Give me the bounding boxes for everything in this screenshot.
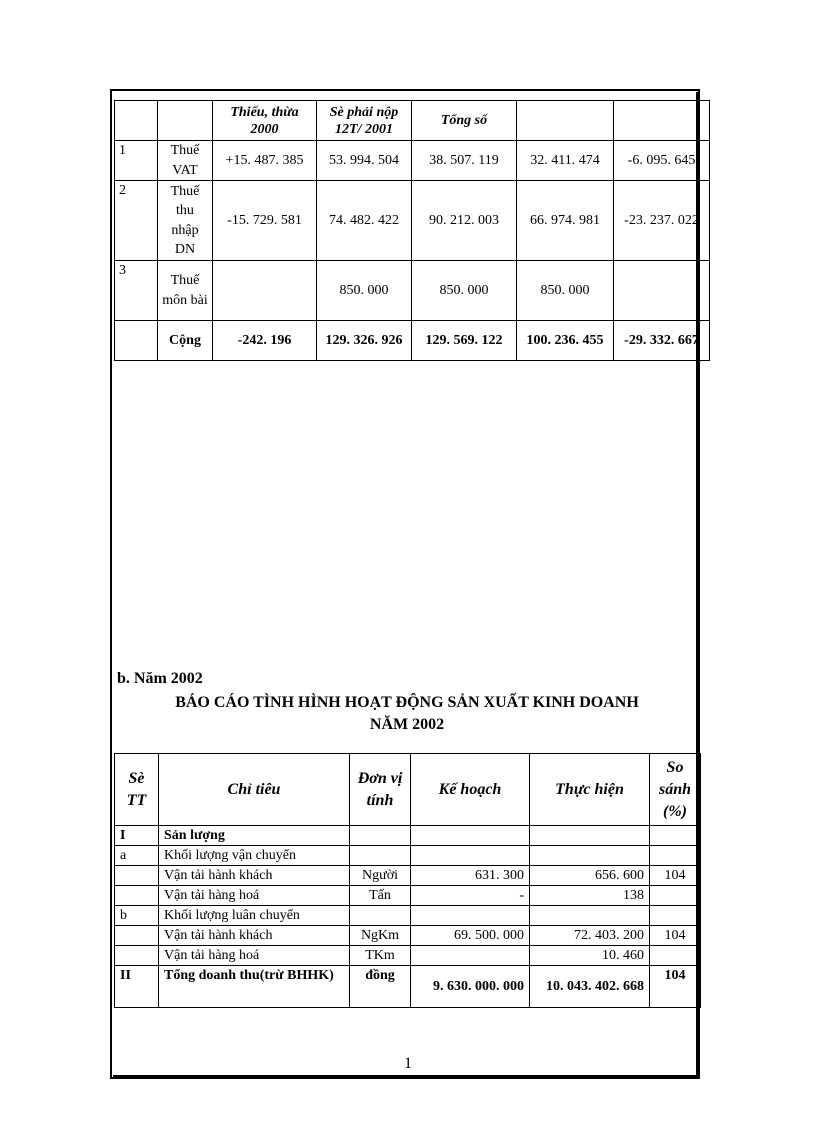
cell-value: -6. 095. 645	[614, 141, 710, 181]
cell-name: Vận tải hành khách	[159, 866, 350, 886]
cell-actual	[530, 906, 650, 926]
cell-value: 32. 411. 474	[517, 141, 614, 181]
cell-plan: 9. 630. 000. 000	[411, 966, 530, 1008]
cell-pct	[650, 946, 701, 966]
cell-name: Tổng doanh thu(trừ BHHK)	[159, 966, 350, 1008]
cell-pct	[650, 906, 701, 926]
table-row	[115, 846, 701, 866]
cell-stt: I	[115, 826, 159, 846]
cell-name: Khối lượng luân chuyển	[159, 906, 350, 926]
cell-value	[614, 261, 710, 321]
cell-stt	[115, 866, 159, 886]
header-cell: So sánh (%)	[650, 754, 701, 826]
cell-value: 100. 236. 455	[517, 321, 614, 361]
cell-actual: 138	[530, 886, 650, 906]
cell-name: Vận tải hành khách	[159, 926, 350, 946]
cell-value: 850. 000	[412, 261, 517, 321]
report-table-header	[115, 754, 701, 826]
cell-plan: -	[411, 886, 530, 906]
cell-value: 850. 000	[517, 261, 614, 321]
header-cell: Sè TT	[115, 754, 159, 826]
total-row	[115, 966, 701, 1008]
table-row	[115, 261, 710, 321]
cell-unit: đồng	[350, 966, 411, 1008]
cell-value: 74. 482. 422	[317, 181, 412, 261]
header-cell: Sè phải nộp 12T/ 2001	[317, 101, 412, 141]
cell-pct: 104	[650, 866, 701, 886]
cell-name: Vận tải hàng hoá	[159, 946, 350, 966]
table-row	[115, 906, 701, 926]
cell-unit: Tấn	[350, 886, 411, 906]
cell-unit	[350, 826, 411, 846]
cell-plan	[411, 946, 530, 966]
cell-unit	[350, 846, 411, 866]
cell-name: Sản lượng	[159, 826, 350, 846]
cell-value: 53. 994. 504	[317, 141, 412, 181]
cell-value: -15. 729. 581	[213, 181, 317, 261]
table-row	[115, 886, 701, 906]
cell-stt: b	[115, 906, 159, 926]
cell-actual: 72. 403. 200	[530, 926, 650, 946]
cell-plan	[411, 906, 530, 926]
cell-value: 66. 974. 981	[517, 181, 614, 261]
cell-pct	[650, 826, 701, 846]
business-report-table	[114, 753, 701, 1008]
tax-table	[114, 100, 710, 361]
table-row	[115, 946, 701, 966]
header-cell: Chỉ tiêu	[159, 754, 350, 826]
table-row	[115, 181, 710, 261]
header-cell	[115, 101, 158, 141]
cell-actual: 10. 043. 402. 668	[530, 966, 650, 1008]
header-cell: Thiếu, thừa 2000	[213, 101, 317, 141]
cell-actual	[530, 846, 650, 866]
cell-plan: 69. 500. 000	[411, 926, 530, 946]
table-row	[115, 866, 701, 886]
cell-stt: 2	[115, 181, 158, 261]
tax-table-header	[115, 101, 710, 141]
cell-value: -29. 332. 667	[614, 321, 710, 361]
total-row	[115, 321, 710, 361]
header-cell: Thực hiện	[530, 754, 650, 826]
cell-stt: II	[115, 966, 159, 1008]
cell-pct	[650, 846, 701, 866]
cell-stt: a	[115, 846, 159, 866]
cell-value: 850. 000	[317, 261, 412, 321]
cell-value: 129. 326. 926	[317, 321, 412, 361]
cell-plan: 631. 300	[411, 866, 530, 886]
cell-name: Khối lượng vận chuyển	[159, 846, 350, 866]
header-cell	[158, 101, 213, 141]
section-heading: b. Năm 2002	[117, 670, 203, 687]
cell-value: -23. 237. 022	[614, 181, 710, 261]
cell-name: Cộng	[158, 321, 213, 361]
cell-actual: 10. 460	[530, 946, 650, 966]
table-row	[115, 141, 710, 181]
cell-actual: 656. 600	[530, 866, 650, 886]
cell-stt	[115, 886, 159, 906]
report-title-line1: BÁO CÁO TÌNH HÌNH HOẠT ĐỘNG SẢN XUẤT KINH DOANH	[175, 694, 639, 711]
page-number: 1	[404, 1055, 412, 1072]
cell-plan	[411, 846, 530, 866]
table-row	[115, 826, 701, 846]
cell-value: +15. 487. 385	[213, 141, 317, 181]
cell-name: Vận tải hàng hoá	[159, 886, 350, 906]
cell-plan	[411, 826, 530, 846]
header-cell	[517, 101, 614, 141]
report-title-line2: NĂM 2002	[369, 716, 445, 733]
cell-stt	[115, 926, 159, 946]
header-cell: Đơn vị tính	[350, 754, 411, 826]
cell-value: 129. 569. 122	[412, 321, 517, 361]
cell-value: 90. 212. 003	[412, 181, 517, 261]
cell-name: Thuế VAT	[158, 141, 213, 181]
cell-value: 38. 507. 119	[412, 141, 517, 181]
cell-unit	[350, 906, 411, 926]
header-cell: Tổng số	[412, 101, 517, 141]
cell-actual	[530, 826, 650, 846]
cell-name: Thuế môn bài	[158, 261, 213, 321]
cell-unit: Người	[350, 866, 411, 886]
cell-stt: 3	[115, 261, 158, 321]
cell-value: -242. 196	[213, 321, 317, 361]
report-title	[114, 692, 700, 736]
header-cell	[614, 101, 710, 141]
header-cell: Kế hoạch	[411, 754, 530, 826]
cell-pct: 104	[650, 966, 701, 1008]
cell-unit: TKm	[350, 946, 411, 966]
cell-unit: NgKm	[350, 926, 411, 946]
table-row	[115, 926, 701, 946]
cell-stt	[115, 321, 158, 361]
cell-pct	[650, 886, 701, 906]
cell-pct: 104	[650, 926, 701, 946]
cell-value	[213, 261, 317, 321]
cell-name: Thuế thu nhập DN	[158, 181, 213, 261]
cell-stt: 1	[115, 141, 158, 181]
cell-stt	[115, 946, 159, 966]
